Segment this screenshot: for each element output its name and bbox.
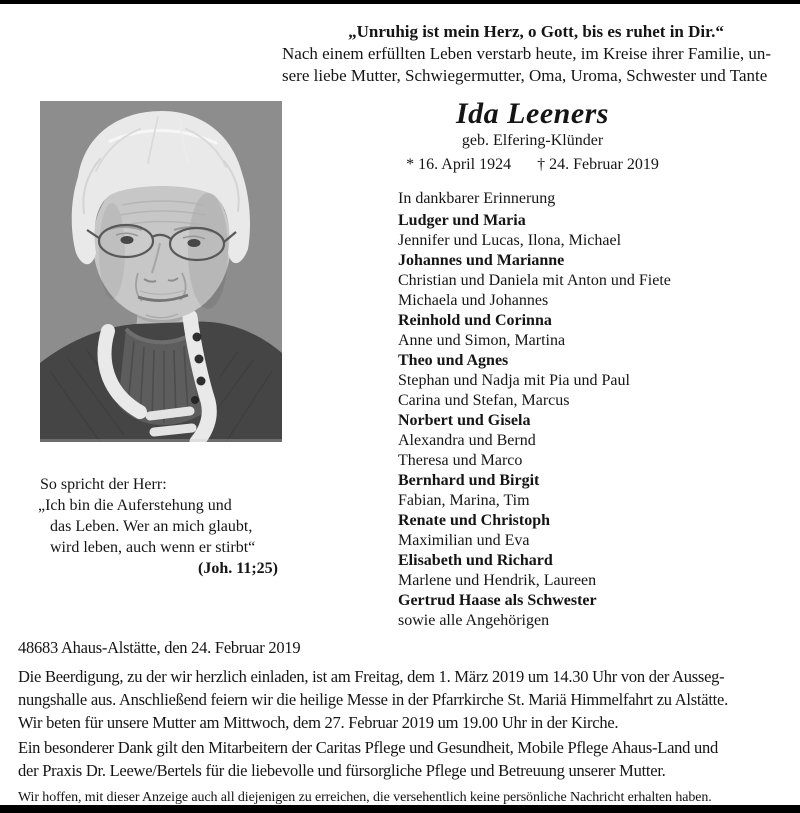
intro-line: sere liebe Mutter, Schwiegermutter, Oma, Uroma, Schwester und Tante xyxy=(282,66,768,85)
scripture-quote xyxy=(38,474,280,579)
scripture-line: So spricht der Herr: xyxy=(40,476,167,493)
mourner-line: Ludger und Maria xyxy=(398,212,526,229)
prayer-info-line: Wir beten für unsere Mutter am Mittwoch, dem 27. Februar 2019 um 19.00 Uhr in der Kirche. xyxy=(18,713,619,732)
thanks-line: Ein besonderer Dank gilt den Mitarbeitern der Caritas Pflege und Gesundheit, Mobile Pflege Ahaus-Land und xyxy=(18,738,719,757)
mourner-line: sowie alle Angehörigen xyxy=(398,612,550,629)
closing-note: Wir hoffen, mit dieser Anzeige auch all diejenigen zu erreichen, die versehentlich keine persönliche Nachricht erhalten haben. xyxy=(18,790,712,805)
place-date-line: 48683 Ahaus-Alstätte, den 24. Februar 2019 xyxy=(18,638,301,657)
motto-line: „Unruhig ist mein Herz, o Gott, bis es ruhet in Dir.“ xyxy=(348,22,724,41)
mourner-line: Gertrud Haase als Schwester xyxy=(398,592,597,609)
funeral-info-line: nungshalle aus. Anschließend feiern wir die heilige Messe in der Pfarrkirche St. Mariä Himmelfahrt zu Alstätte. xyxy=(18,690,728,709)
mourner-line: Johannes und Marianne xyxy=(398,252,565,269)
mourners-list xyxy=(398,211,790,631)
mourner-line: Elisabeth und Richard xyxy=(398,552,553,569)
mourner-line: Bernhard und Birgit xyxy=(398,472,540,489)
scripture-line: „Ich bin die Auferstehung und xyxy=(38,497,232,514)
thanks-line: der Praxis Dr. Leewe/Bertels für die liebevolle und fürsorgliche Pflege und Betreuung unserer Mutter. xyxy=(18,761,666,780)
scripture-reference: (Joh. 11;25) xyxy=(198,560,278,577)
portrait-photo xyxy=(40,101,282,442)
mourner-line: Fabian, Marina, Tim xyxy=(398,492,530,509)
deceased-name: Ida Leeners xyxy=(456,97,609,130)
funeral-info-line: Die Beerdigung, zu der wir herzlich einladen, ist am Freitag, dem 1. März 2019 um 14.30 Uhr von der Ausseg- xyxy=(18,667,725,686)
scripture-line: wird leben, auch wenn er stirbt“ xyxy=(50,539,256,556)
mourner-line: Marlene und Hendrik, Laureen xyxy=(398,572,597,589)
remembrance-title: In dankbarer Erinnerung xyxy=(398,190,556,207)
intro-line: Nach einem erfüllten Leben verstarb heute, im Kreise ihrer Familie, un- xyxy=(282,44,772,63)
mourner-line: Anne und Simon, Martina xyxy=(398,332,566,349)
portrait-image xyxy=(40,101,282,442)
mourner-line: Alexandra und Bernd xyxy=(398,432,536,449)
top-border-bar xyxy=(0,0,800,4)
scripture-line: das Leben. Wer an mich glaubt, xyxy=(50,518,253,535)
mourner-line: Michaela und Johannes xyxy=(398,292,549,309)
mourner-line: Theo und Agnes xyxy=(398,352,509,369)
footer-block xyxy=(18,636,790,809)
mourner-line: Jennifer und Lucas, Ilona, Michael xyxy=(398,232,622,249)
mourner-line: Christian und Daniela mit Anton und Fiete xyxy=(398,272,671,289)
birth-name: geb. Elfering-Klünder xyxy=(461,132,604,149)
mourner-line: Renate und Christoph xyxy=(398,512,551,529)
birth-date: * 16. April 1924 xyxy=(406,156,512,173)
header-block xyxy=(280,20,792,87)
mourner-line: Stephan und Nadja mit Pia und Paul xyxy=(398,372,630,389)
bottom-border-bar xyxy=(0,805,800,813)
mourner-line: Theresa und Marco xyxy=(398,452,523,469)
mourner-line: Norbert und Gisela xyxy=(398,412,531,429)
mourner-line: Maximilian und Eva xyxy=(398,532,530,549)
mourners-block xyxy=(398,189,790,631)
mourner-line: Carina und Stefan, Marcus xyxy=(398,392,570,409)
mourner-line: Reinhold und Corinna xyxy=(398,312,552,329)
deceased-block xyxy=(280,97,785,175)
death-date: † 24. Februar 2019 xyxy=(537,156,659,173)
life-dates xyxy=(280,155,785,175)
